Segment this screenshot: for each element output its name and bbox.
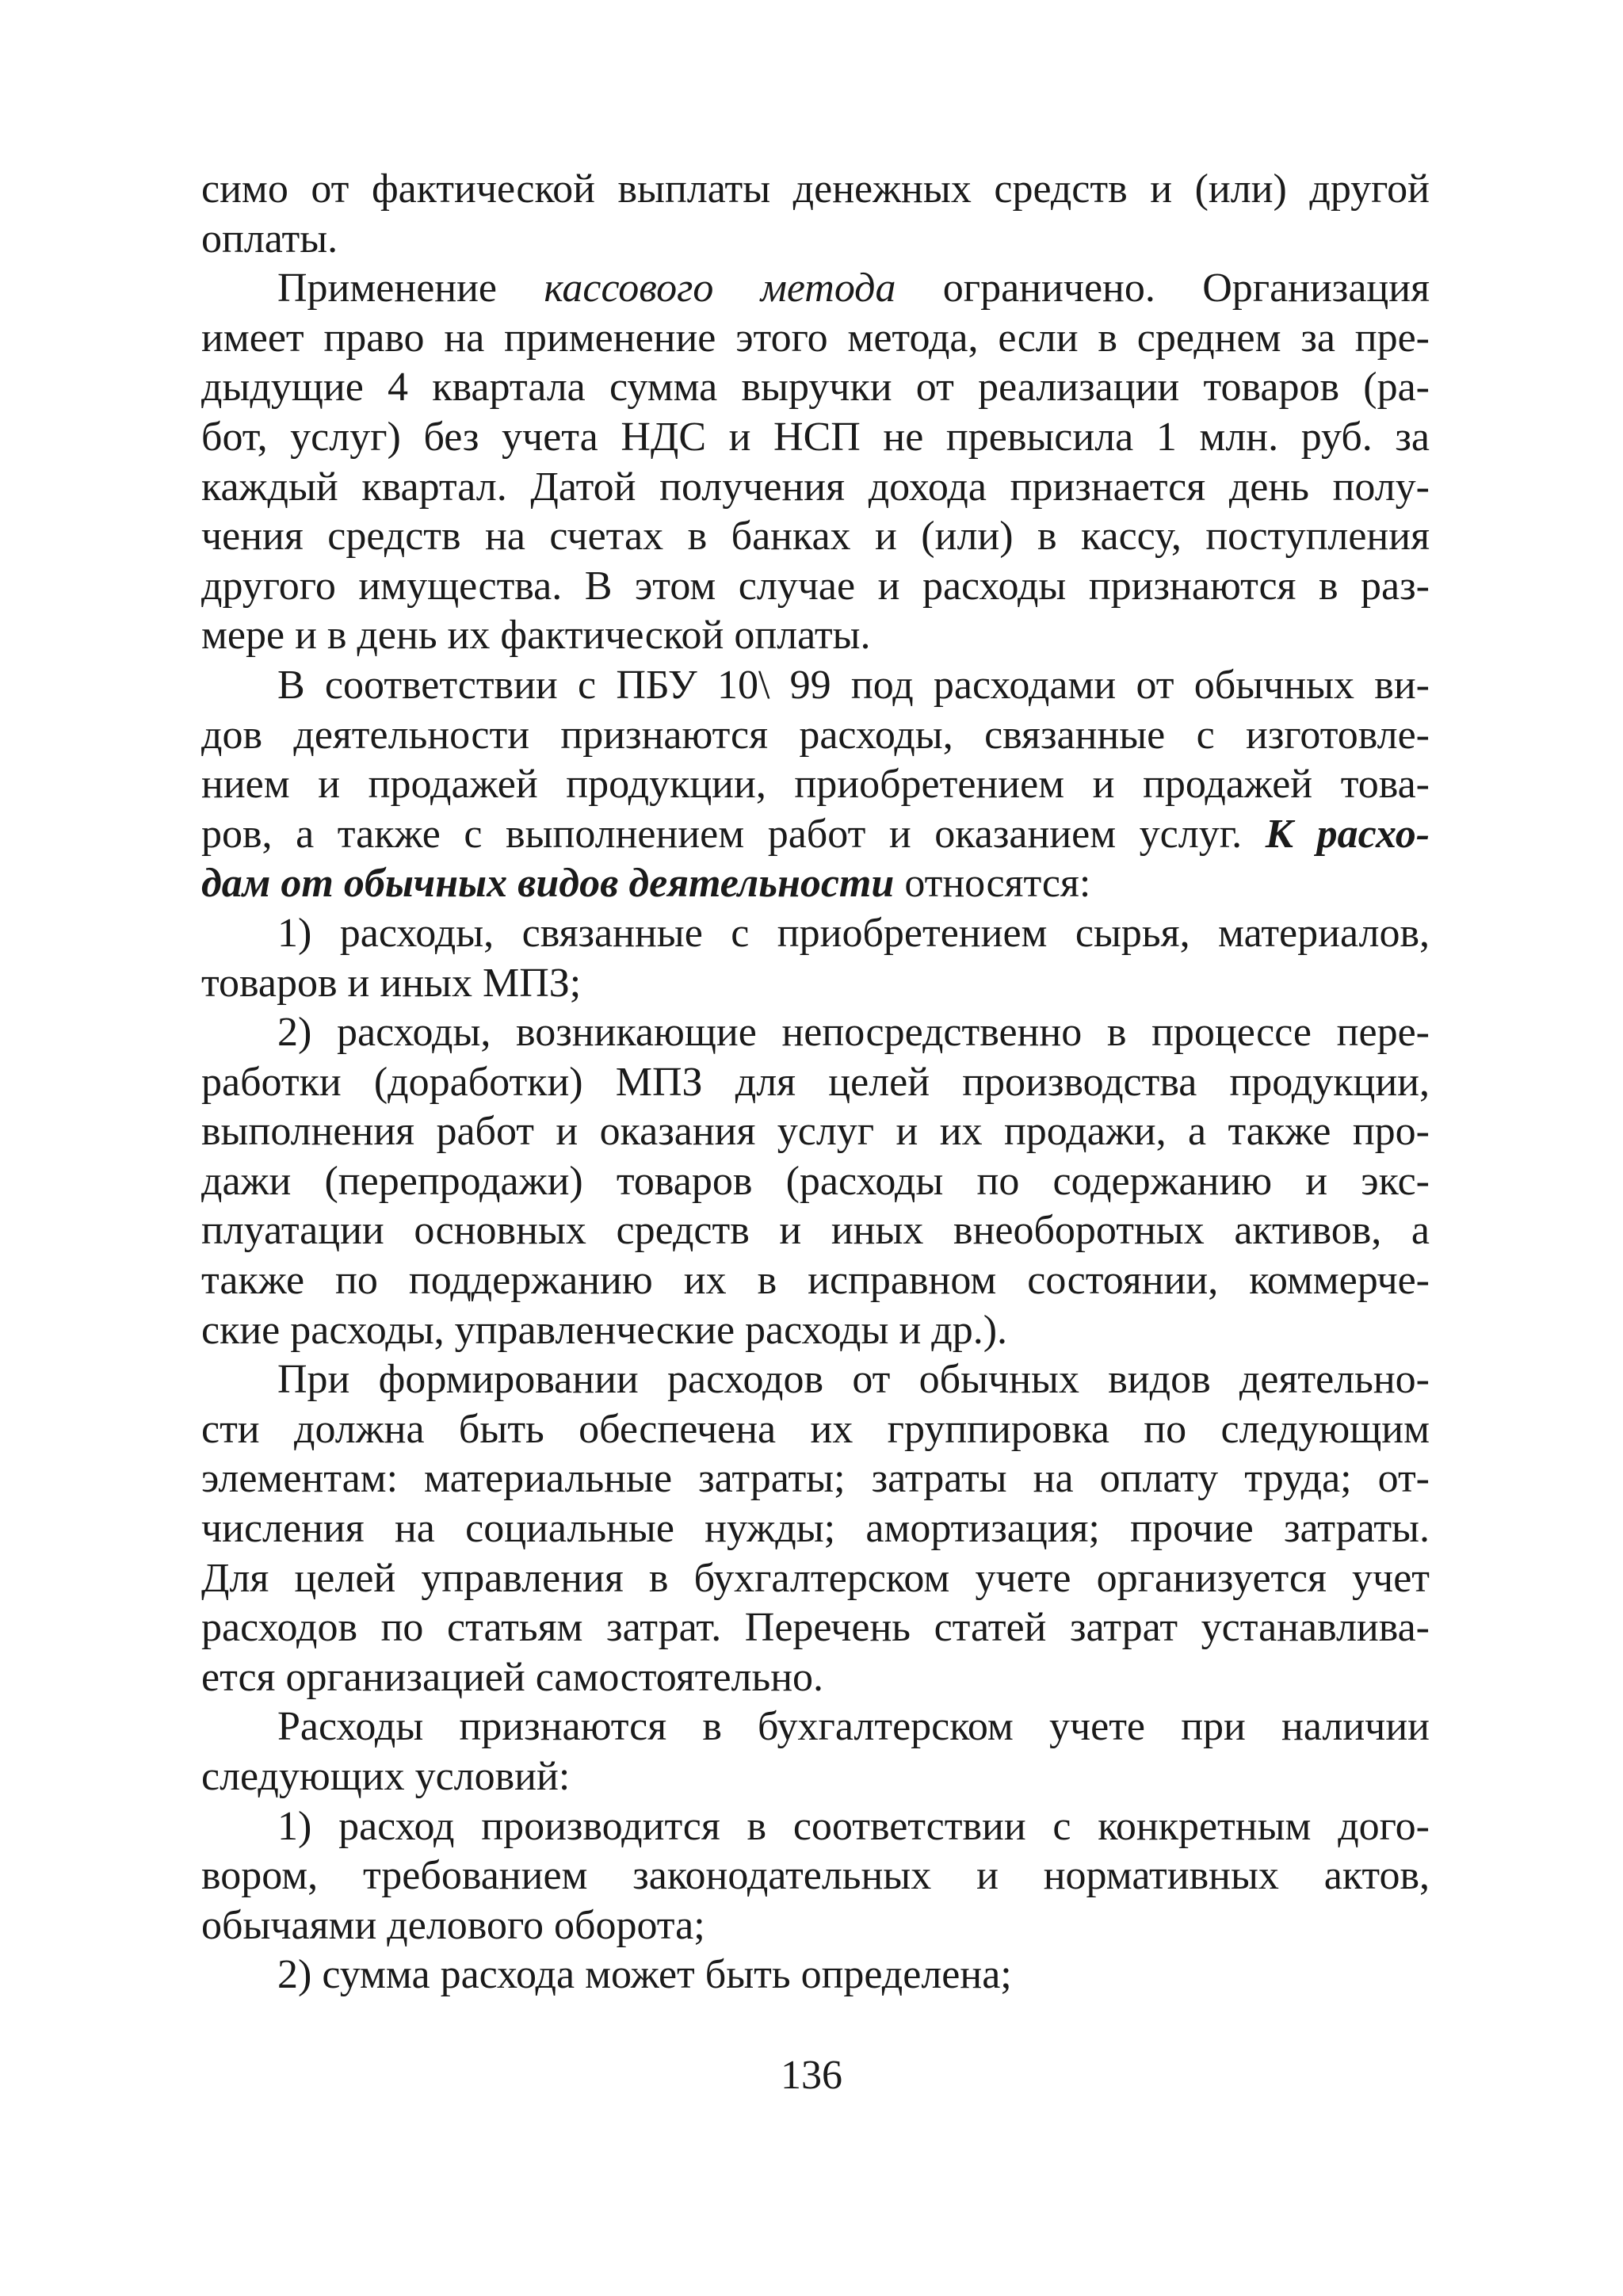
text-line bbox=[201, 1752, 1430, 1802]
text-segment: также по поддержанию их в исправном состоянии, коммерче- bbox=[201, 1258, 1430, 1304]
text-segment: При формировании расходов от обычных видов деятельно- bbox=[277, 1357, 1430, 1403]
text-segment: выполнения работ и оказания услуг и их продажи, а также про- bbox=[201, 1109, 1430, 1155]
text-segment: 1) расход производится в соответствии с конкретным дого- bbox=[277, 1803, 1430, 1849]
text-segment: ские расходы, управленческие расходы и др.). bbox=[201, 1307, 1008, 1353]
text-segment: В соответствии с ПБУ 10\ 99 под расходами от обычных ви- bbox=[277, 662, 1430, 708]
text-line bbox=[201, 1157, 1430, 1207]
text-line bbox=[201, 1851, 1430, 1901]
text-line bbox=[201, 859, 1430, 909]
text-line bbox=[201, 1008, 1430, 1058]
text-line bbox=[201, 1107, 1430, 1157]
text-segment: Применение bbox=[277, 266, 544, 311]
text-segment: ограничено. Организация bbox=[896, 266, 1430, 311]
text-line bbox=[201, 1256, 1430, 1306]
text-segment: ров, а также с выполнением работ и оказанием услуг. bbox=[201, 811, 1266, 857]
text-line bbox=[201, 512, 1430, 562]
text-line bbox=[201, 562, 1430, 612]
text-line bbox=[201, 959, 1430, 1009]
text-line bbox=[201, 1504, 1430, 1554]
text-segment: оплаты. bbox=[201, 216, 338, 262]
text-line bbox=[201, 165, 1430, 215]
text-line bbox=[201, 264, 1430, 314]
text-line bbox=[201, 314, 1430, 364]
text-line bbox=[201, 1405, 1430, 1455]
text-line bbox=[201, 1306, 1430, 1356]
text-segment: Расходы признаются в бухгалтерском учете при наличии bbox=[277, 1704, 1430, 1750]
body-text bbox=[201, 165, 1430, 2000]
text-segment: дов деятельности признаются расходы, связанные с изготовле- bbox=[201, 712, 1430, 758]
text-line bbox=[201, 1950, 1430, 2000]
page-number: 136 bbox=[781, 2053, 842, 2098]
text-line bbox=[201, 611, 1430, 661]
text-segment: плуатации основных средств и иных внеоборотных активов, а bbox=[201, 1208, 1430, 1254]
text-line bbox=[201, 1901, 1430, 1951]
text-segment: обычаями делового оборота; bbox=[201, 1902, 705, 1948]
text-segment: вором, требованием законодательных и нормативных актов, bbox=[201, 1853, 1430, 1899]
text-line bbox=[201, 1702, 1430, 1752]
text-segment: относятся: bbox=[894, 861, 1091, 907]
emphasis-text: кассового метода bbox=[544, 266, 896, 311]
text-segment: дажи (перепродажи) товаров (расходы по содержанию и экс- bbox=[201, 1158, 1430, 1204]
text-segment: имеет право на применение этого метода, если в среднем за пре- bbox=[201, 315, 1430, 361]
text-line bbox=[201, 363, 1430, 413]
text-segment: 1) расходы, связанные с приобретением сырья, материалов, bbox=[277, 910, 1430, 956]
text-line bbox=[201, 215, 1430, 265]
text-line bbox=[201, 760, 1430, 810]
text-segment: ется организацией самостоятельно. bbox=[201, 1654, 824, 1700]
text-line bbox=[201, 1454, 1430, 1504]
text-segment: следующих условий: bbox=[201, 1754, 571, 1799]
text-line bbox=[201, 413, 1430, 463]
text-segment: дыдущие 4 квартала сумма выручки от реализации товаров (ра- bbox=[201, 365, 1430, 411]
text-segment: чения средств на счетах в банках и (или) в кассу, поступления bbox=[201, 514, 1430, 560]
text-segment: расходов по статьям затрат. Перечень статей затрат устанавлива- bbox=[201, 1605, 1430, 1651]
emphasis-text: К расхо- bbox=[1265, 811, 1430, 857]
text-line bbox=[201, 1058, 1430, 1108]
text-segment: бот, услуг) без учета НДС и НСП не превысила 1 млн. руб. за bbox=[201, 414, 1430, 460]
text-segment: элементам: материальные затраты; затраты на оплату труда; от- bbox=[201, 1456, 1430, 1502]
text-line bbox=[201, 1653, 1430, 1703]
text-segment: 2) сумма расхода может быть определена; bbox=[277, 1952, 1012, 1998]
text-segment: нием и продажей продукции, приобретением и продажей това- bbox=[201, 762, 1430, 808]
text-line bbox=[201, 909, 1430, 959]
text-line bbox=[201, 463, 1430, 513]
text-line bbox=[201, 810, 1430, 860]
emphasis-text: дам от обычных видов деятельности bbox=[201, 861, 895, 907]
text-line bbox=[201, 711, 1430, 761]
text-segment: каждый квартал. Датой получения дохода признается день полу- bbox=[201, 464, 1430, 510]
text-segment: Для целей управления в бухгалтерском учете организуется учет bbox=[201, 1555, 1430, 1601]
text-segment: сти должна быть обеспечена их группировка по следующим bbox=[201, 1406, 1430, 1452]
text-line bbox=[201, 1603, 1430, 1653]
text-segment: симо от фактической выплаты денежных средств и (или) другой bbox=[201, 166, 1430, 212]
text-line bbox=[201, 1554, 1430, 1604]
text-line bbox=[201, 1355, 1430, 1405]
text-segment: 2) расходы, возникающие непосредственно в процессе пере- bbox=[277, 1010, 1430, 1056]
text-line bbox=[201, 1206, 1430, 1256]
text-line bbox=[201, 661, 1430, 711]
text-segment: работки (доработки) МПЗ для целей производства продукции, bbox=[201, 1059, 1430, 1105]
text-segment: числения на социальные нужды; амортизация; прочие затраты. bbox=[201, 1506, 1430, 1552]
text-line bbox=[201, 1802, 1430, 1852]
text-segment: другого имущества. В этом случае и расходы признаются в раз- bbox=[201, 563, 1430, 609]
text-segment: товаров и иных МПЗ; bbox=[201, 960, 582, 1006]
text-segment: мере и в день их фактической оплаты. bbox=[201, 613, 871, 659]
